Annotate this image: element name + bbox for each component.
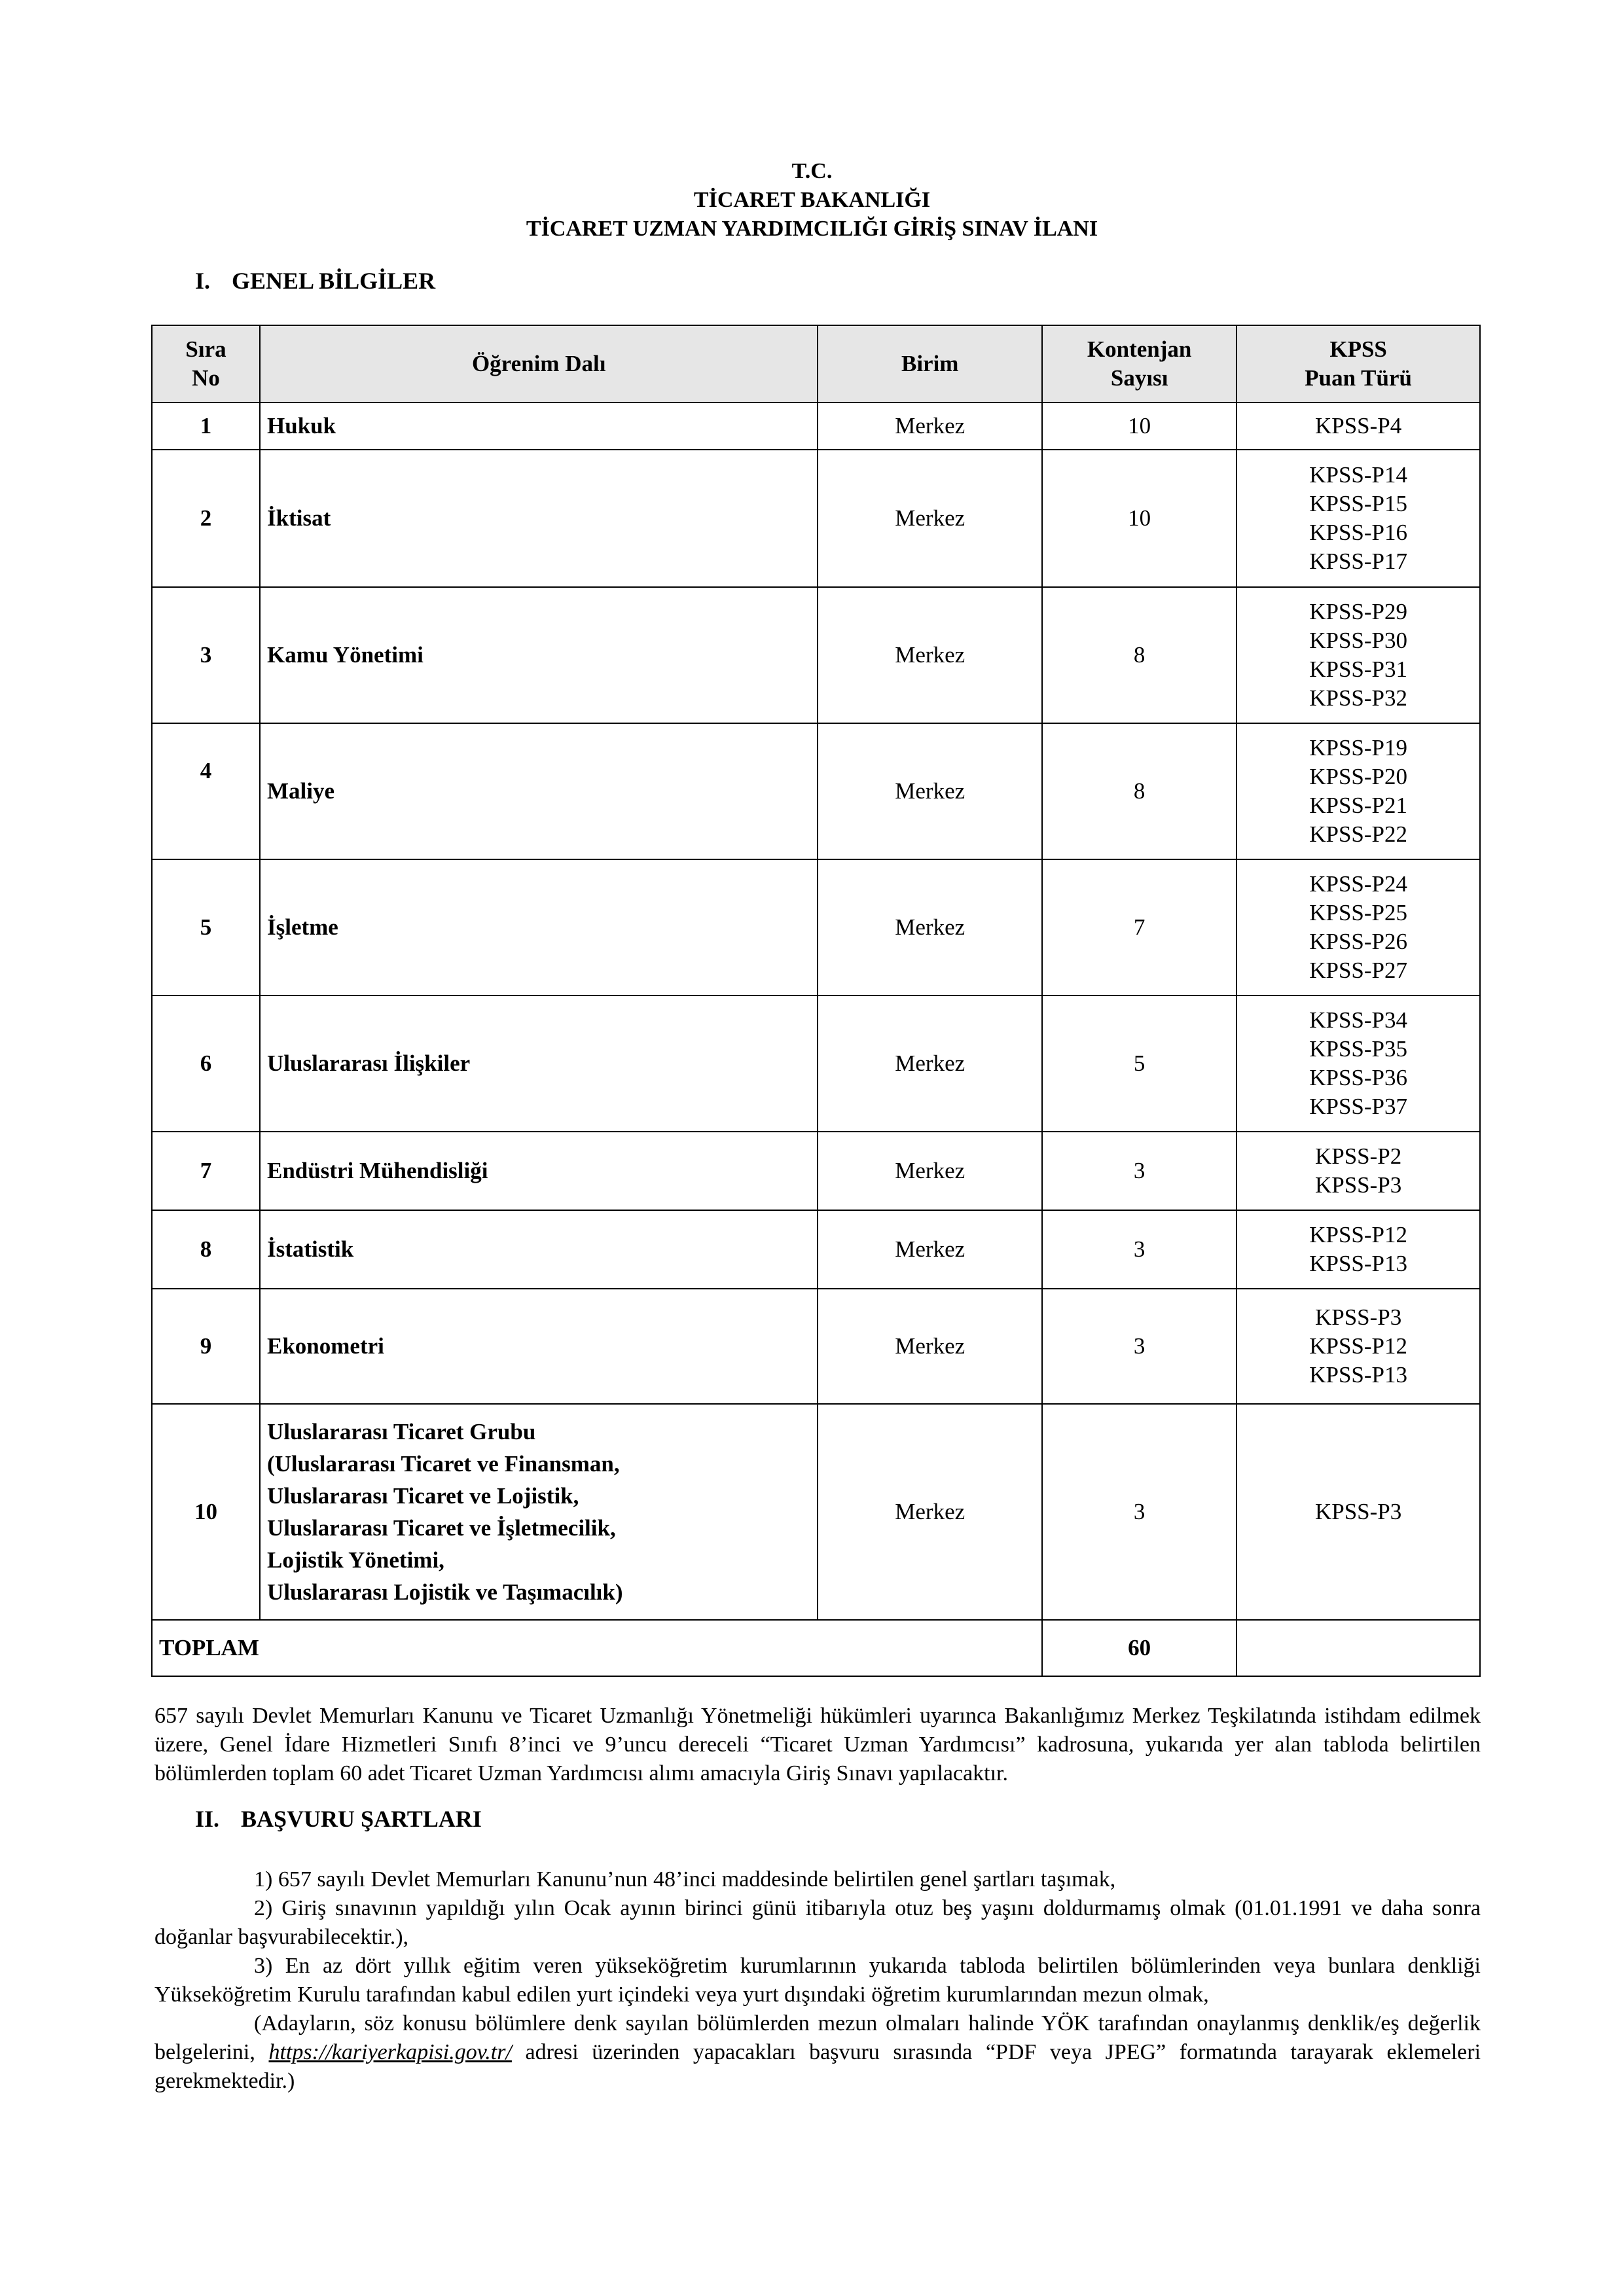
section-1-number: I.	[195, 268, 211, 294]
row-kpss: KPSS-P2 KPSS-P3	[1236, 1132, 1480, 1210]
row-kpss: KPSS-P24 KPSS-P25 KPSS-P26 KPSS-P27	[1236, 859, 1480, 996]
header-ogrenim-dali: Öğrenim Dalı	[260, 325, 818, 403]
row-kontenjan: 10	[1042, 403, 1236, 450]
row-kpss: KPSS-P3 KPSS-P12 KPSS-P13	[1236, 1289, 1480, 1404]
table-row	[152, 723, 1480, 859]
row-ogrenim-dali: Uluslararası Ticaret Grubu (Uluslararası Ticaret ve Finansman, Uluslararası Ticaret ve Lojistik, Uluslararası Ticaret ve İşletmecilik, Lojistik Yönetimi, Uluslararası Lojistik ve Taşımacılık)	[260, 1404, 818, 1620]
section-1-heading	[195, 267, 435, 295]
row-ogrenim-dali: Endüstri Mühendisliği	[260, 1132, 818, 1210]
row-kontenjan: 10	[1042, 450, 1236, 587]
row-kontenjan: 7	[1042, 859, 1236, 996]
kariyerkapisi-link[interactable]: https://kariyerkapisi.gov.tr/	[268, 2040, 512, 2064]
row-birim: Merkez	[818, 1132, 1042, 1210]
intro-paragraph: 657 sayılı Devlet Memurları Kanunu ve Ticaret Uzmanlığı Yönetmeliği hükümleri uyarınca Bakanlığımız Merkez Teşkilatında istihdam edilmek üzere, Genel İdare Hizmetleri Sınıfı 8’inci ve 9’uncu dereceli “Ticaret Uzman Yardımcısı” kadrosuna, yukarıda yer alan tabloda belirtilen bölümlerden toplam 60 adet Ticaret Uzman Yardımcısı alımı amacıyla Giriş Sınavı yapılacaktır.	[154, 1704, 1481, 1785]
row-kpss: KPSS-P29 KPSS-P30 KPSS-P31 KPSS-P32	[1236, 587, 1480, 723]
condition-2: 2) Giriş sınavının yapıldığı yılın Ocak ayının birinci günü itibarıyla otuz beş yaşını doldurmamış olmak (01.01.1991 ve daha sonra doğanlar başvurabilecektir.),	[154, 1896, 1481, 1949]
total-empty-cell	[1236, 1620, 1480, 1676]
section-2-heading	[195, 1805, 482, 1833]
row-no: 10	[152, 1404, 260, 1620]
row-no: 9	[152, 1289, 260, 1404]
table-row	[152, 450, 1480, 587]
row-kpss: KPSS-P4	[1236, 403, 1480, 450]
row-no: 2	[152, 450, 260, 587]
row-birim: Merkez	[818, 1289, 1042, 1404]
row-kontenjan: 3	[1042, 1289, 1236, 1404]
row-birim: Merkez	[818, 587, 1042, 723]
table-row	[152, 859, 1480, 996]
row-no: 8	[152, 1210, 260, 1289]
header-line-tc: T.C.	[791, 159, 833, 183]
row-no: 3	[152, 587, 260, 723]
row-kontenjan: 3	[1042, 1132, 1236, 1210]
total-label: TOPLAM	[152, 1620, 1042, 1676]
row-kpss: KPSS-P19 KPSS-P20 KPSS-P21 KPSS-P22	[1236, 723, 1480, 859]
row-kontenjan: 8	[1042, 587, 1236, 723]
row-no: 5	[152, 859, 260, 996]
header-kontenjan: Kontenjan Sayısı	[1042, 325, 1236, 403]
row-birim: Merkez	[818, 859, 1042, 996]
row-ogrenim-dali: Uluslararası İlişkiler	[260, 996, 818, 1132]
row-birim: Merkez	[818, 996, 1042, 1132]
table-row	[152, 403, 1480, 450]
row-birim: Merkez	[818, 1210, 1042, 1289]
row-kpss: KPSS-P12 KPSS-P13	[1236, 1210, 1480, 1289]
page-title: TİCARET UZMAN YARDIMCILIĞI GİRİŞ SINAV İLANI	[526, 217, 1098, 241]
row-birim: Merkez	[818, 450, 1042, 587]
section-2-title: BAŞVURU ŞARTLARI	[241, 1806, 482, 1832]
condition-3: 3) En az dört yıllık eğitim veren yükseköğretim kurumlarının yukarıda tabloda belirtilen bölümlerinden veya bunlara denkliği Yükseköğretim Kurulu tarafından kabul edilen yurt içindeki veya yurt dışındaki öğretim kurumlarından mezun olmak,	[154, 1954, 1481, 2007]
section-1-title: GENEL BİLGİLER	[232, 268, 436, 294]
row-ogrenim-dali: Maliye	[260, 723, 818, 859]
row-kontenjan: 3	[1042, 1210, 1236, 1289]
header-kpss-puan-turu: KPSS Puan Türü	[1236, 325, 1480, 403]
table-total-row	[152, 1620, 1480, 1676]
table-row	[152, 1210, 1480, 1289]
row-birim: Merkez	[818, 403, 1042, 450]
conditions-block	[154, 1865, 1481, 2096]
table-row	[152, 1289, 1480, 1404]
condition-note	[154, 2009, 1481, 2096]
row-ogrenim-dali: Kamu Yönetimi	[260, 587, 818, 723]
table-row	[152, 1404, 1480, 1620]
row-kontenjan: 5	[1042, 996, 1236, 1132]
row-ogrenim-dali: Ekonometri	[260, 1289, 818, 1404]
header-sira-no: Sıra No	[152, 325, 260, 403]
section-2-number: II.	[195, 1806, 220, 1832]
header-line-ministry: TİCARET BAKANLIĞI	[693, 188, 931, 212]
table-row	[152, 587, 1480, 723]
table-header-row	[152, 325, 1480, 403]
row-ogrenim-dali: İstatistik	[260, 1210, 818, 1289]
row-kpss: KPSS-P14 KPSS-P15 KPSS-P16 KPSS-P17	[1236, 450, 1480, 587]
condition-1: 1) 657 sayılı Devlet Memurları Kanunu’nun 48’inci maddesinde belirtilen genel şartları taşımak,	[254, 1867, 1116, 1892]
row-birim: Merkez	[818, 723, 1042, 859]
note-text-after: adresi üzerinden yapacakları başvuru sırasında “PDF veya JPEG” formatında tarayarak eklemeleri gerekmektedir.)	[154, 2040, 1481, 2093]
row-ogrenim-dali: İktisat	[260, 450, 818, 587]
table-row	[152, 1132, 1480, 1210]
row-no: 4	[152, 723, 260, 859]
table-row	[152, 996, 1480, 1132]
row-kpss: KPSS-P3	[1236, 1404, 1480, 1620]
total-value: 60	[1042, 1620, 1236, 1676]
row-no: 1	[152, 403, 260, 450]
quota-table	[151, 325, 1481, 1677]
row-kpss: KPSS-P34 KPSS-P35 KPSS-P36 KPSS-P37	[1236, 996, 1480, 1132]
row-birim: Merkez	[818, 1404, 1042, 1620]
row-ogrenim-dali: İşletme	[260, 859, 818, 996]
row-no: 6	[152, 996, 260, 1132]
row-no: 7	[152, 1132, 260, 1210]
header-birim: Birim	[818, 325, 1042, 403]
row-kontenjan: 3	[1042, 1404, 1236, 1620]
row-kontenjan: 8	[1042, 723, 1236, 859]
row-ogrenim-dali: Hukuk	[260, 403, 818, 450]
note-text-before: (Adayların, söz konusu bölümlere denk sayılan bölümlerden mezun olmaları halinde YÖK tarafından onaylanmış denklik/eş değerlik belgelerini,	[154, 2011, 1481, 2064]
